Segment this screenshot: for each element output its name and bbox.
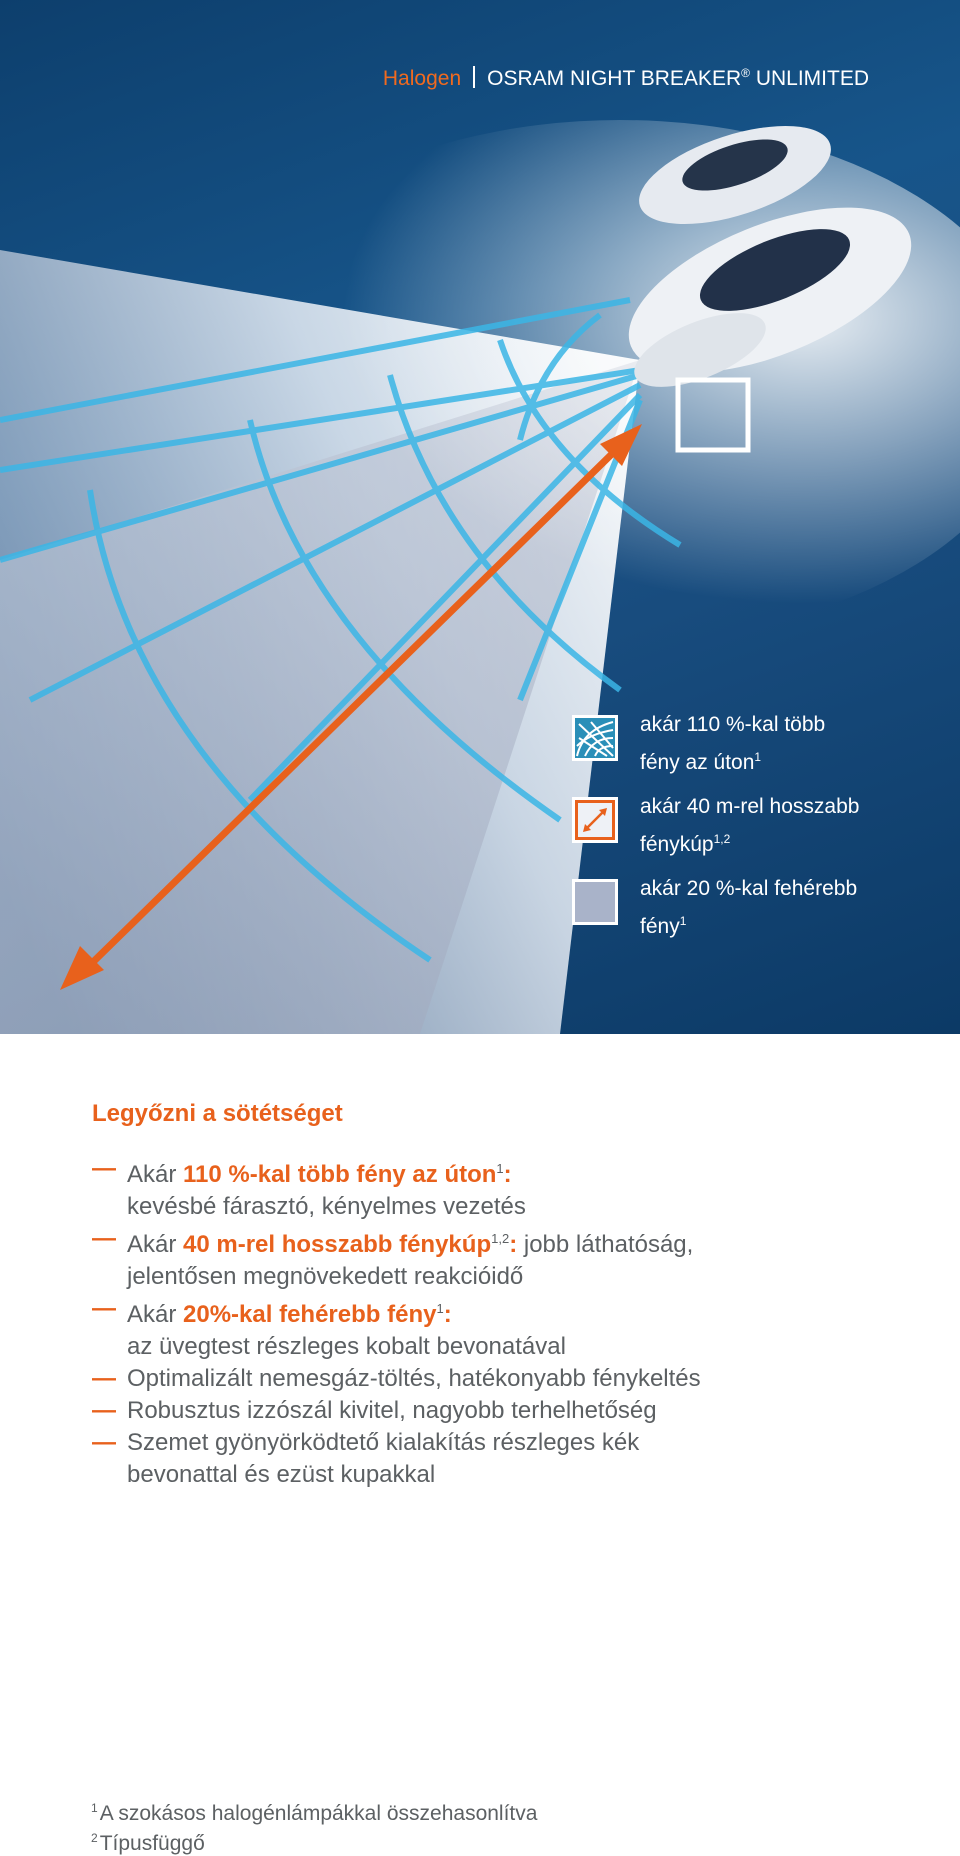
footnote-1 (91, 1796, 537, 1826)
legend-item-brightness (572, 715, 912, 785)
footnote-ref: 1,2 (713, 832, 731, 846)
feature-detail: bevonattal és ezüst kupakkal (127, 1461, 436, 1488)
footnote-ref: 1,2 (491, 1231, 510, 1246)
feature-text: Szemet gyönyörködtető kialakítás részleges kék (127, 1429, 640, 1456)
bullet-dash: — (92, 1225, 116, 1252)
feature-prefix: Akár (127, 1161, 184, 1188)
legend-item-beam-length (572, 797, 912, 867)
bullet-dash: — (92, 1397, 116, 1424)
feature-highlight: 40 m-rel hosszabb fénykúp (183, 1231, 492, 1258)
footnote-number: 1 (91, 1801, 98, 1815)
footnotes (91, 1796, 537, 1856)
product-suffix: UNLIMITED (755, 67, 869, 90)
product-header (383, 66, 869, 91)
bullet-dash: — (92, 1295, 116, 1322)
feature-highlight: 20%-kal fehérebb fény (183, 1301, 437, 1328)
footnote-ref: 1 (679, 914, 687, 928)
feature-prefix: Akár (127, 1231, 184, 1258)
footnote-number: 2 (91, 1831, 98, 1845)
footnote-text: Típusfüggő (99, 1832, 205, 1855)
product-name: OSRAM NIGHT BREAKER (487, 67, 742, 90)
double-arrow-icon (572, 797, 618, 843)
feature-text: Robusztus izzószál kivitel, nagyobb terhelhetőség (127, 1397, 657, 1424)
whiter-light-square-icon (572, 879, 618, 925)
feature-colon: : (443, 1301, 452, 1328)
feature-item (92, 1223, 892, 1293)
bullet-dash: — (92, 1155, 116, 1182)
legend-text-line1: akár 40 m-rel hosszabb (640, 795, 860, 818)
footnote-ref: 1 (496, 1161, 504, 1176)
feature-detail: kevésbé fárasztó, kényelmes vezetés (127, 1193, 526, 1220)
feature-colon: : (509, 1231, 518, 1258)
legend-text-line1: akár 20 %-kal fehérebb (640, 877, 858, 900)
header-divider (473, 66, 475, 88)
feature-colon: : (503, 1161, 512, 1188)
feature-list (92, 1153, 892, 1491)
bullet-dash: — (92, 1429, 116, 1456)
legend-text-line1: akár 110 %-kal több (640, 713, 826, 736)
legend-item-whiter-light (572, 879, 912, 949)
registered-mark: ® (741, 66, 750, 80)
footnote-text: A szokásos halogénlámpákkal összehasonlítva (99, 1802, 538, 1825)
feature-item (92, 1395, 892, 1427)
section-heading: Legyőzni a sötétséget (92, 1100, 343, 1127)
legend-text-line2: fény (640, 915, 680, 938)
bullet-dash: — (92, 1365, 116, 1392)
feature-detail: jelentősen megnövekedett reakcióidő (127, 1263, 524, 1290)
feature-text: Optimalizált nemesgáz-töltés, hatékonyabb fénykeltés (127, 1365, 701, 1392)
feature-item (92, 1363, 892, 1395)
feature-detail: az üvegtest részleges kobalt bevonatával (127, 1333, 566, 1360)
feature-item (92, 1293, 892, 1363)
feature-highlight: 110 %-kal több fény az úton (183, 1161, 497, 1188)
legend-text-line2: fény az úton (640, 751, 755, 774)
light-grid-icon (572, 715, 618, 761)
feature-prefix: Akár (127, 1301, 184, 1328)
feature-suffix: jobb láthatóság, (517, 1231, 694, 1258)
legend-text-line2: fénykúp (640, 833, 714, 856)
category-label: Halogen (382, 67, 462, 90)
footnote-2 (91, 1826, 537, 1856)
feature-item (92, 1427, 892, 1491)
feature-item (92, 1153, 892, 1223)
footnote-ref: 1 (436, 1301, 444, 1316)
product-description (92, 1100, 892, 1491)
footnote-ref: 1 (754, 750, 762, 764)
